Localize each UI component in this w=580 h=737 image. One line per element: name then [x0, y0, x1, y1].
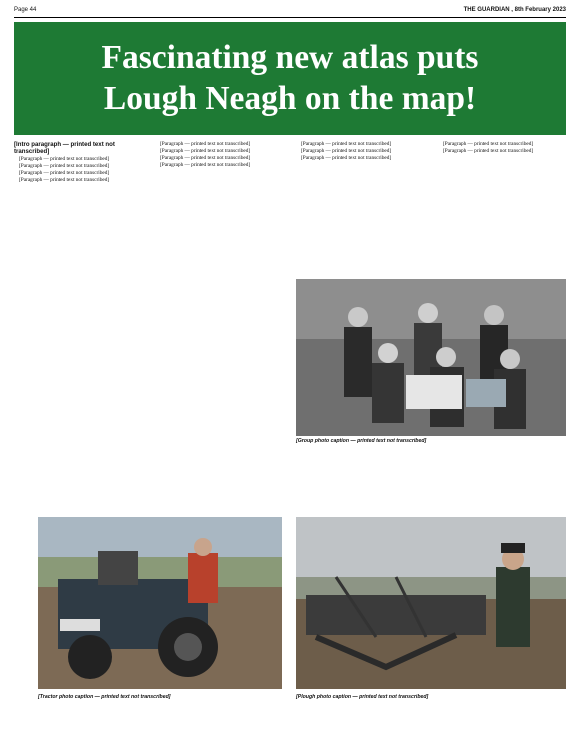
plough-photo-caption: [Plough photo caption — printed text not transcribed] — [296, 694, 429, 700]
article-column-1 — [14, 141, 142, 513]
column-paragraph: [Paragraph — printed text not transcribed] — [301, 141, 392, 147]
column-paragraph: [Paragraph — printed text not transcribed] — [160, 141, 251, 147]
page-number: Page 44 — [14, 7, 37, 13]
column-paragraph: [Paragraph — printed text not transcribed] — [160, 154, 251, 161]
headline-line-2: Lough Neagh on the map! — [103, 80, 477, 117]
column-paragraph: [Paragraph — printed text not transcribed] — [160, 161, 251, 168]
page-header — [14, 7, 566, 17]
column-paragraph: [Paragraph — printed text not transcribed] — [301, 154, 392, 161]
article-column-3 — [296, 141, 424, 275]
publication-date: THE GUARDIAN , 8th February 2023 — [463, 7, 566, 13]
tractor-photo-caption: [Tractor photo caption — printed text not transcribed] — [38, 694, 171, 700]
tractor-photo — [38, 517, 282, 689]
group-photo-caption: [Group photo caption — printed text not transcribed] — [296, 438, 427, 444]
column-paragraph: [Paragraph — printed text not transcribed] — [301, 147, 392, 154]
article-column-4 — [438, 141, 566, 275]
column-paragraph: [Paragraph — printed text not transcribed] — [19, 156, 110, 163]
column-paragraph: [Paragraph — printed text not transcribed] — [19, 163, 110, 170]
headline-banner — [14, 22, 566, 135]
column-paragraph: [Paragraph — printed text not transcribed] — [443, 141, 534, 147]
column-paragraph: [Paragraph — printed text not transcribed] — [19, 170, 110, 177]
article-intro: [Intro paragraph — printed text not transcribed] — [14, 141, 115, 156]
column-paragraph: [Paragraph — printed text not transcribed] — [443, 147, 534, 154]
plough-photo — [296, 517, 566, 689]
header-rule — [14, 17, 566, 18]
headline-line-1: Fascinating new atlas puts — [101, 39, 479, 76]
article-column-2 — [155, 141, 283, 513]
group-photo — [296, 279, 566, 436]
column-paragraph: [Paragraph — printed text not transcribed] — [160, 147, 251, 154]
column-paragraph: [Paragraph — printed text not transcribed] — [19, 177, 110, 184]
